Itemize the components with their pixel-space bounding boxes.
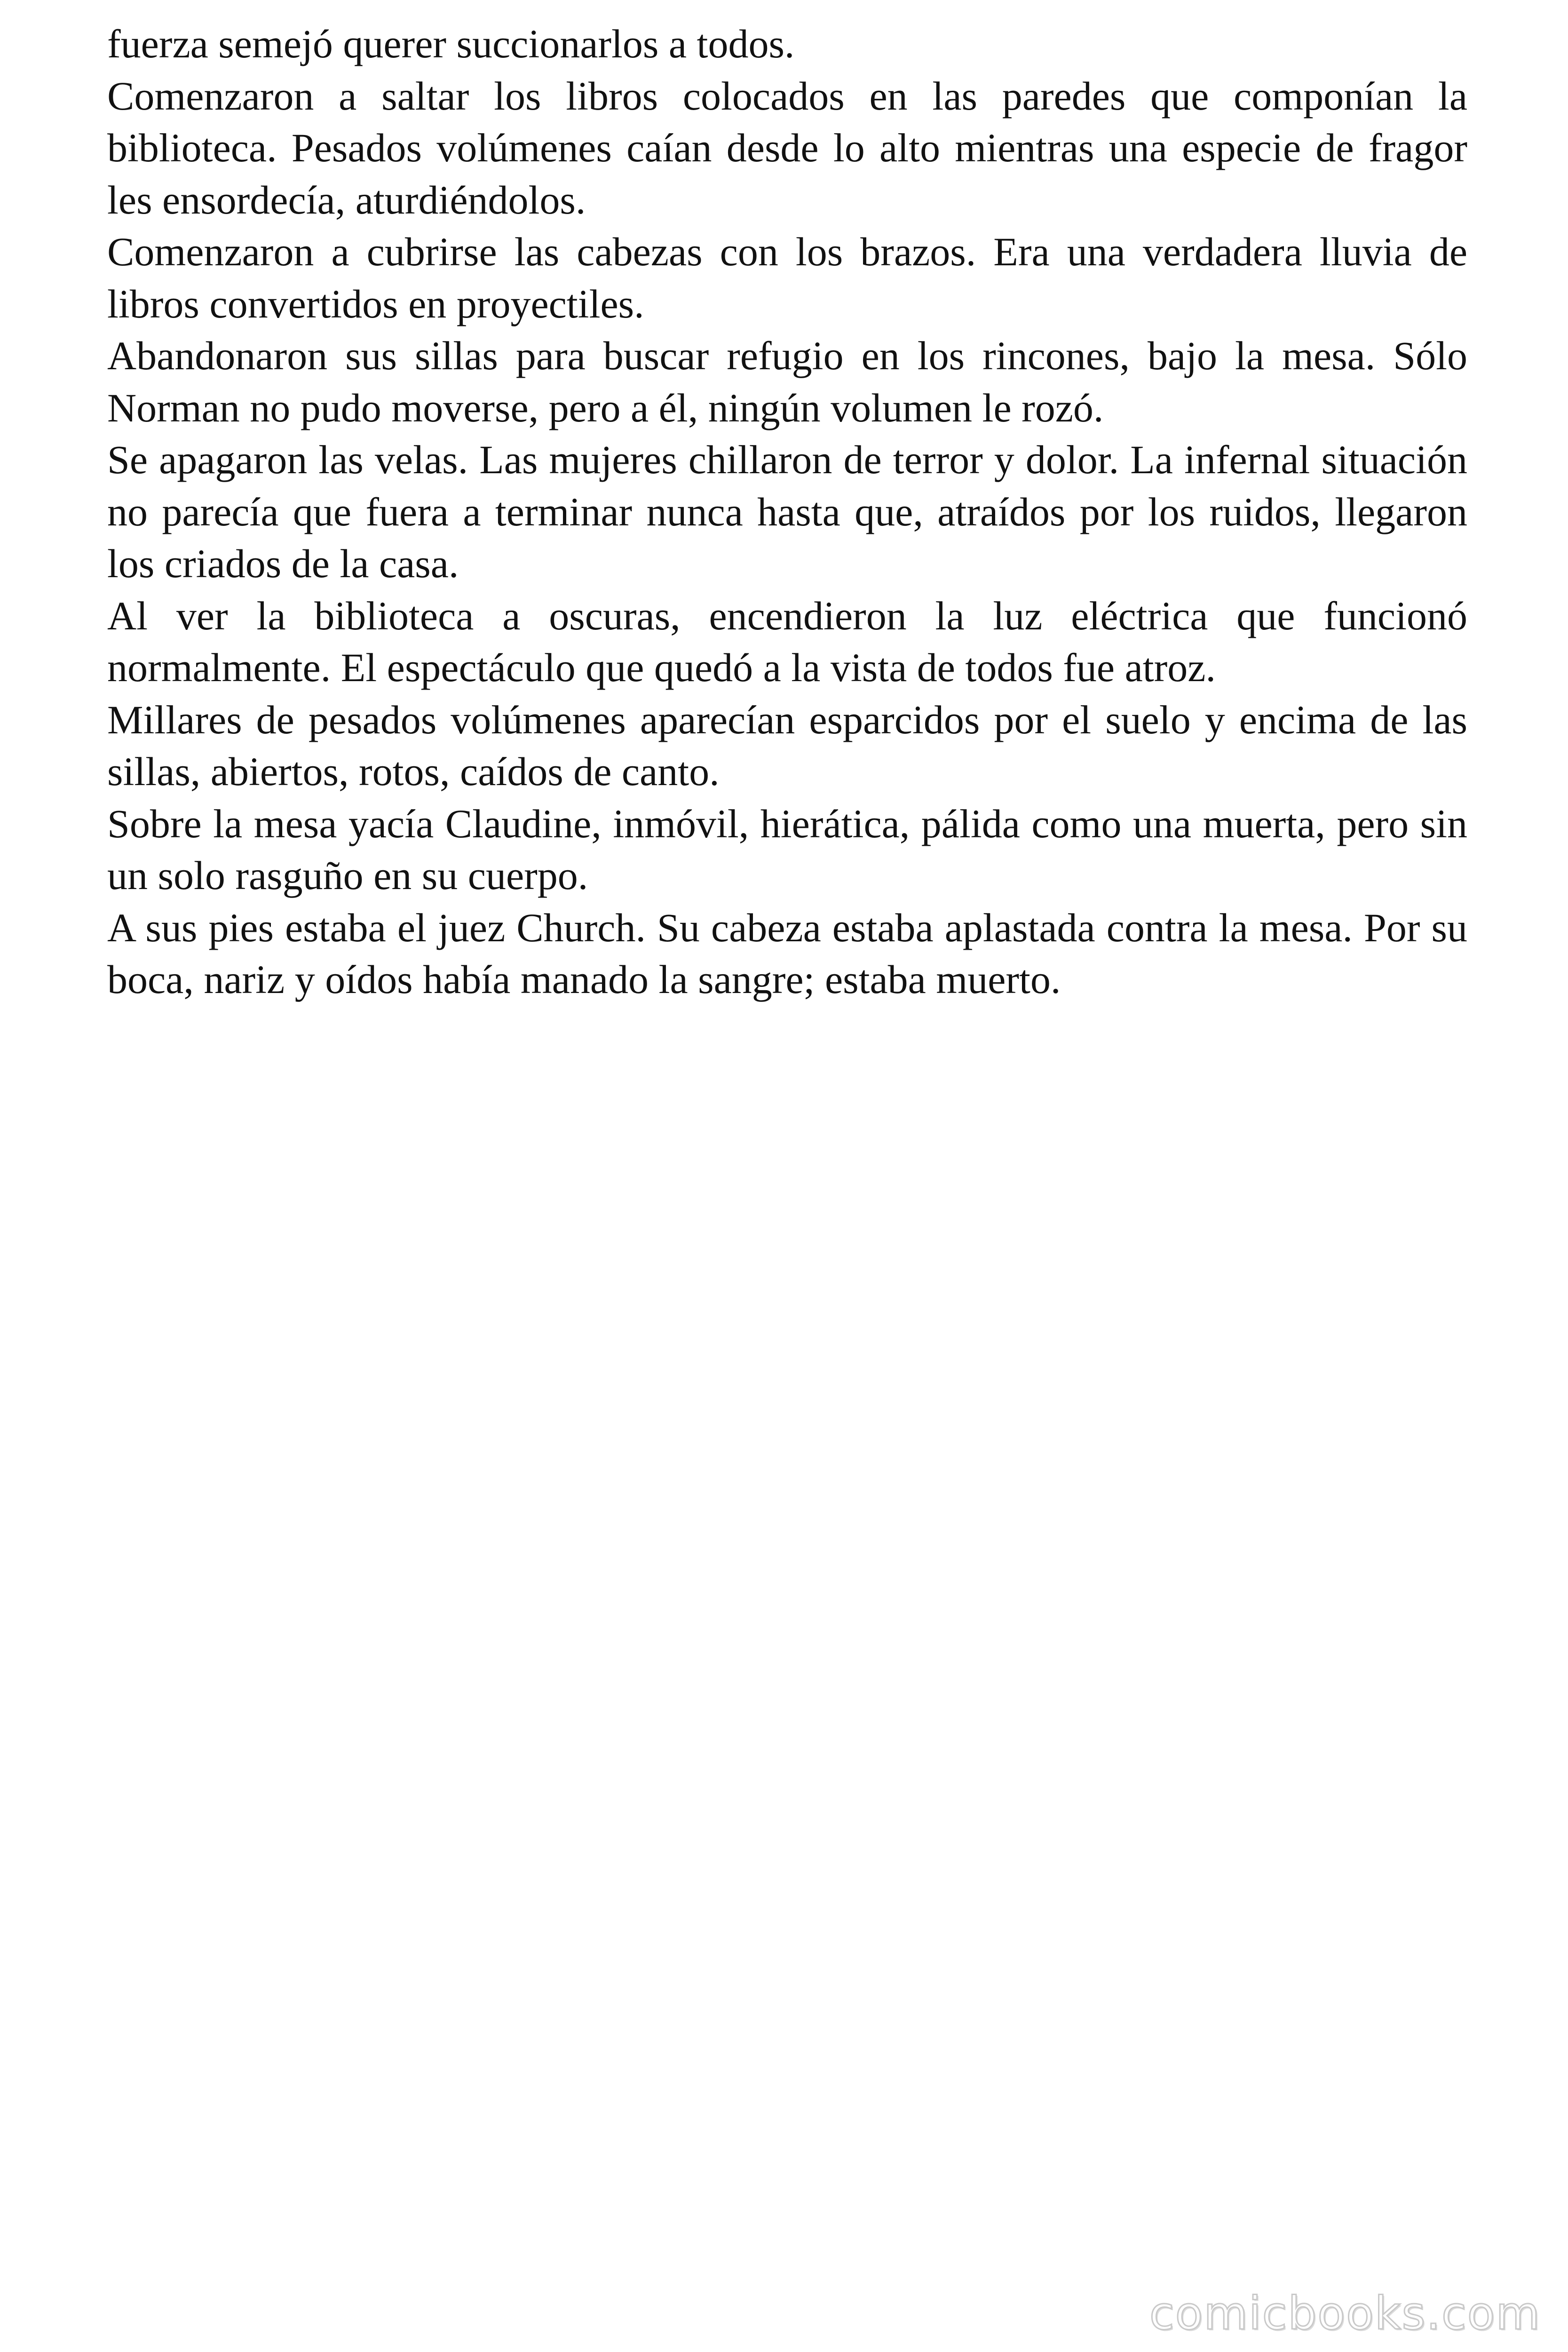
- paragraph: Se apagaron las velas. Las mujeres chillaron de terror y dolor. La infernal situación no parecía que fuera a terminar nunca hasta que, atraídos por los ruidos, llegaron los criados de la casa.: [107, 437, 1467, 586]
- paragraph: A sus pies estaba el juez Church. Su cabeza estaba aplastada contra la mesa. Por su boca, nariz y oídos había manado la sangre; estaba muerto.: [107, 905, 1467, 1002]
- paragraph: Sobre la mesa yacía Claudine, inmóvil, hierática, pálida como una muerta, pero sin un solo rasguño en su cuerpo.: [107, 801, 1467, 898]
- page-body-text: [107, 18, 1467, 1006]
- paragraph: Comenzaron a saltar los libros colocados en las paredes que componían la biblioteca. Pesados volúmenes caían desde lo alto mientras una especie de fragor les ensordecía, aturdiéndolos.: [107, 73, 1467, 222]
- watermark: comicbooks.com: [1149, 2287, 1541, 2340]
- paragraph: fuerza semejó querer succionarlos a todos.: [107, 21, 795, 66]
- paragraph: Millares de pesados volúmenes aparecían esparcidos por el suelo y encima de las sillas, abiertos, rotos, caídos de canto.: [107, 697, 1467, 794]
- paragraph: Abandonaron sus sillas para buscar refugio en los rincones, bajo la mesa. Sólo Norman no pudo moverse, pero a él, ningún volumen le rozó.: [107, 333, 1467, 430]
- paragraph: Comenzaron a cubrirse las cabezas con los brazos. Era una verdadera lluvia de libros convertidos en proyectiles.: [107, 229, 1467, 326]
- paragraph: Al ver la biblioteca a oscuras, encendieron la luz eléctrica que funcionó normalmente. El espectáculo que quedó a la vista de todos fue atroz.: [107, 593, 1467, 690]
